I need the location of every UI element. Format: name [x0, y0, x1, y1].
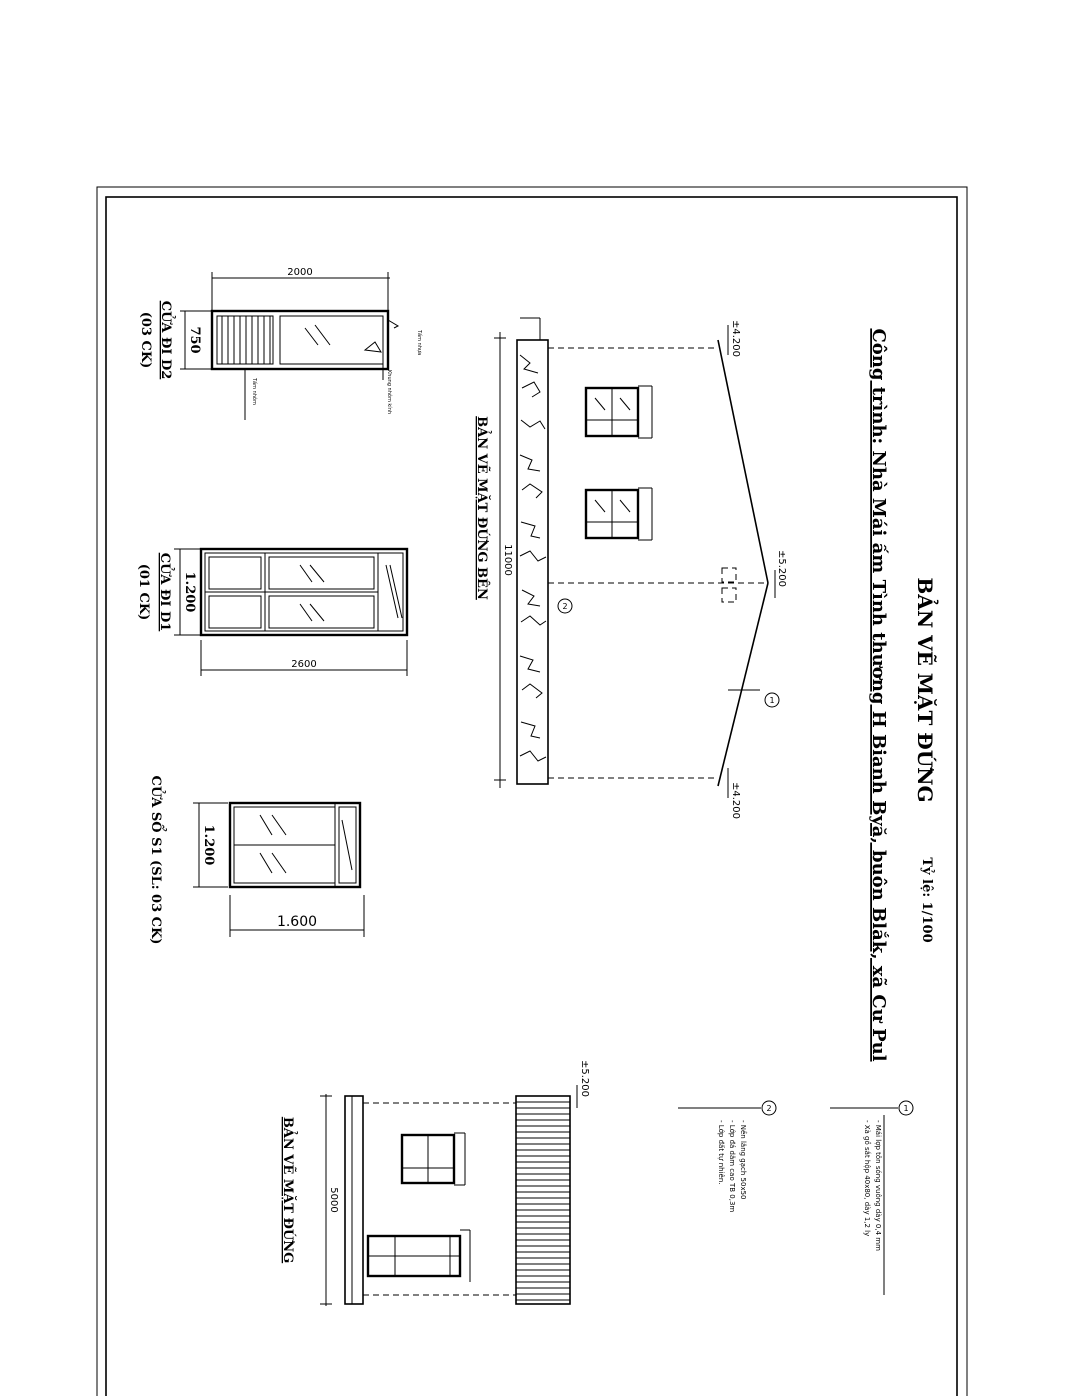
d2-note-a: Tấm nhôm [251, 378, 257, 405]
d2-title: CỬA ĐI D2 [158, 300, 173, 380]
main-title: BẢN VẼ MẶT ĐỨNG [913, 577, 937, 803]
front-dimension-text: 5000 [328, 1187, 339, 1213]
front-elevation-title: BẢN VẼ MẶT ĐỨNG [280, 1116, 295, 1264]
note-1 [830, 1101, 913, 1295]
level-left: ±4.200 [730, 320, 741, 358]
note-2-line-2: - Lớp đá dăm cao TB 0,3m [728, 1120, 736, 1213]
d1-qty: (01 CK) [136, 563, 151, 621]
door-d2-drawing [180, 272, 398, 420]
vent-box-2 [722, 588, 736, 602]
note-2-marker: 2 [766, 1104, 772, 1113]
note-2-line-1: - Nền lăng gạch 50x50 [739, 1120, 747, 1200]
s1-width: 1.600 [276, 914, 318, 930]
d1-width: 2600 [291, 659, 317, 670]
d2-width: 2000 [287, 267, 313, 278]
front-foundation [345, 1096, 363, 1304]
level-right: ±4.200 [730, 782, 741, 820]
note-1-line-2: - Xà gồ sắt hộp 40x80, dày 1,2 ly [863, 1120, 871, 1237]
d2-note-c: Tấm nhựa [416, 330, 422, 356]
note-2-line-3: - Lớp đất tự nhiên. [717, 1120, 725, 1185]
roof-left [718, 340, 768, 583]
d1-height: 1.200 [182, 571, 197, 613]
d2-qty: (03 CK) [138, 311, 153, 369]
marker-2-label: 2 [562, 602, 568, 611]
stone-hatch [520, 355, 546, 761]
note-1-marker: 1 [903, 1104, 909, 1113]
front-roof [516, 1096, 570, 1304]
scale-label: Tỷ lệ: 1/100 [919, 857, 934, 943]
s1-title: CỬA SỔ S1 (SL: 03 CK) [148, 775, 163, 945]
d1-title: CỬA ĐI D1 [157, 552, 172, 632]
roof-corrugation [516, 1102, 570, 1300]
d2-height: 750 [187, 326, 202, 354]
project-title: Công trình: Nhà Mái ấm Tình thương H Bianh Byă, buôn Blắk, xã Cư Pul [868, 328, 889, 1062]
vent-box-1 [722, 568, 736, 582]
level-peak: ±5.200 [776, 550, 787, 588]
side-dimension-text: 11000 [502, 544, 513, 576]
side-elevation [474, 318, 787, 819]
roof-right [718, 583, 768, 786]
foundation-band [517, 340, 548, 784]
marker-1-label: 1 [769, 696, 775, 705]
front-level: ±5.200 [579, 1060, 590, 1098]
door-d1-drawing [174, 549, 407, 676]
d2-note-b: Khung nhôm kính [386, 370, 392, 415]
front-elevation [280, 1060, 590, 1306]
side-elevation-title: BẢN VẼ MẶT ĐỨNG BÊN [474, 416, 489, 600]
note-1-line-1: - Mái lợp tôn sóng vuông dày 0,4 mm [874, 1120, 882, 1251]
side-window-1 [586, 386, 652, 438]
note-2 [678, 1101, 776, 1212]
side-window-2 [586, 488, 652, 540]
s1-height: 1.200 [201, 824, 216, 866]
